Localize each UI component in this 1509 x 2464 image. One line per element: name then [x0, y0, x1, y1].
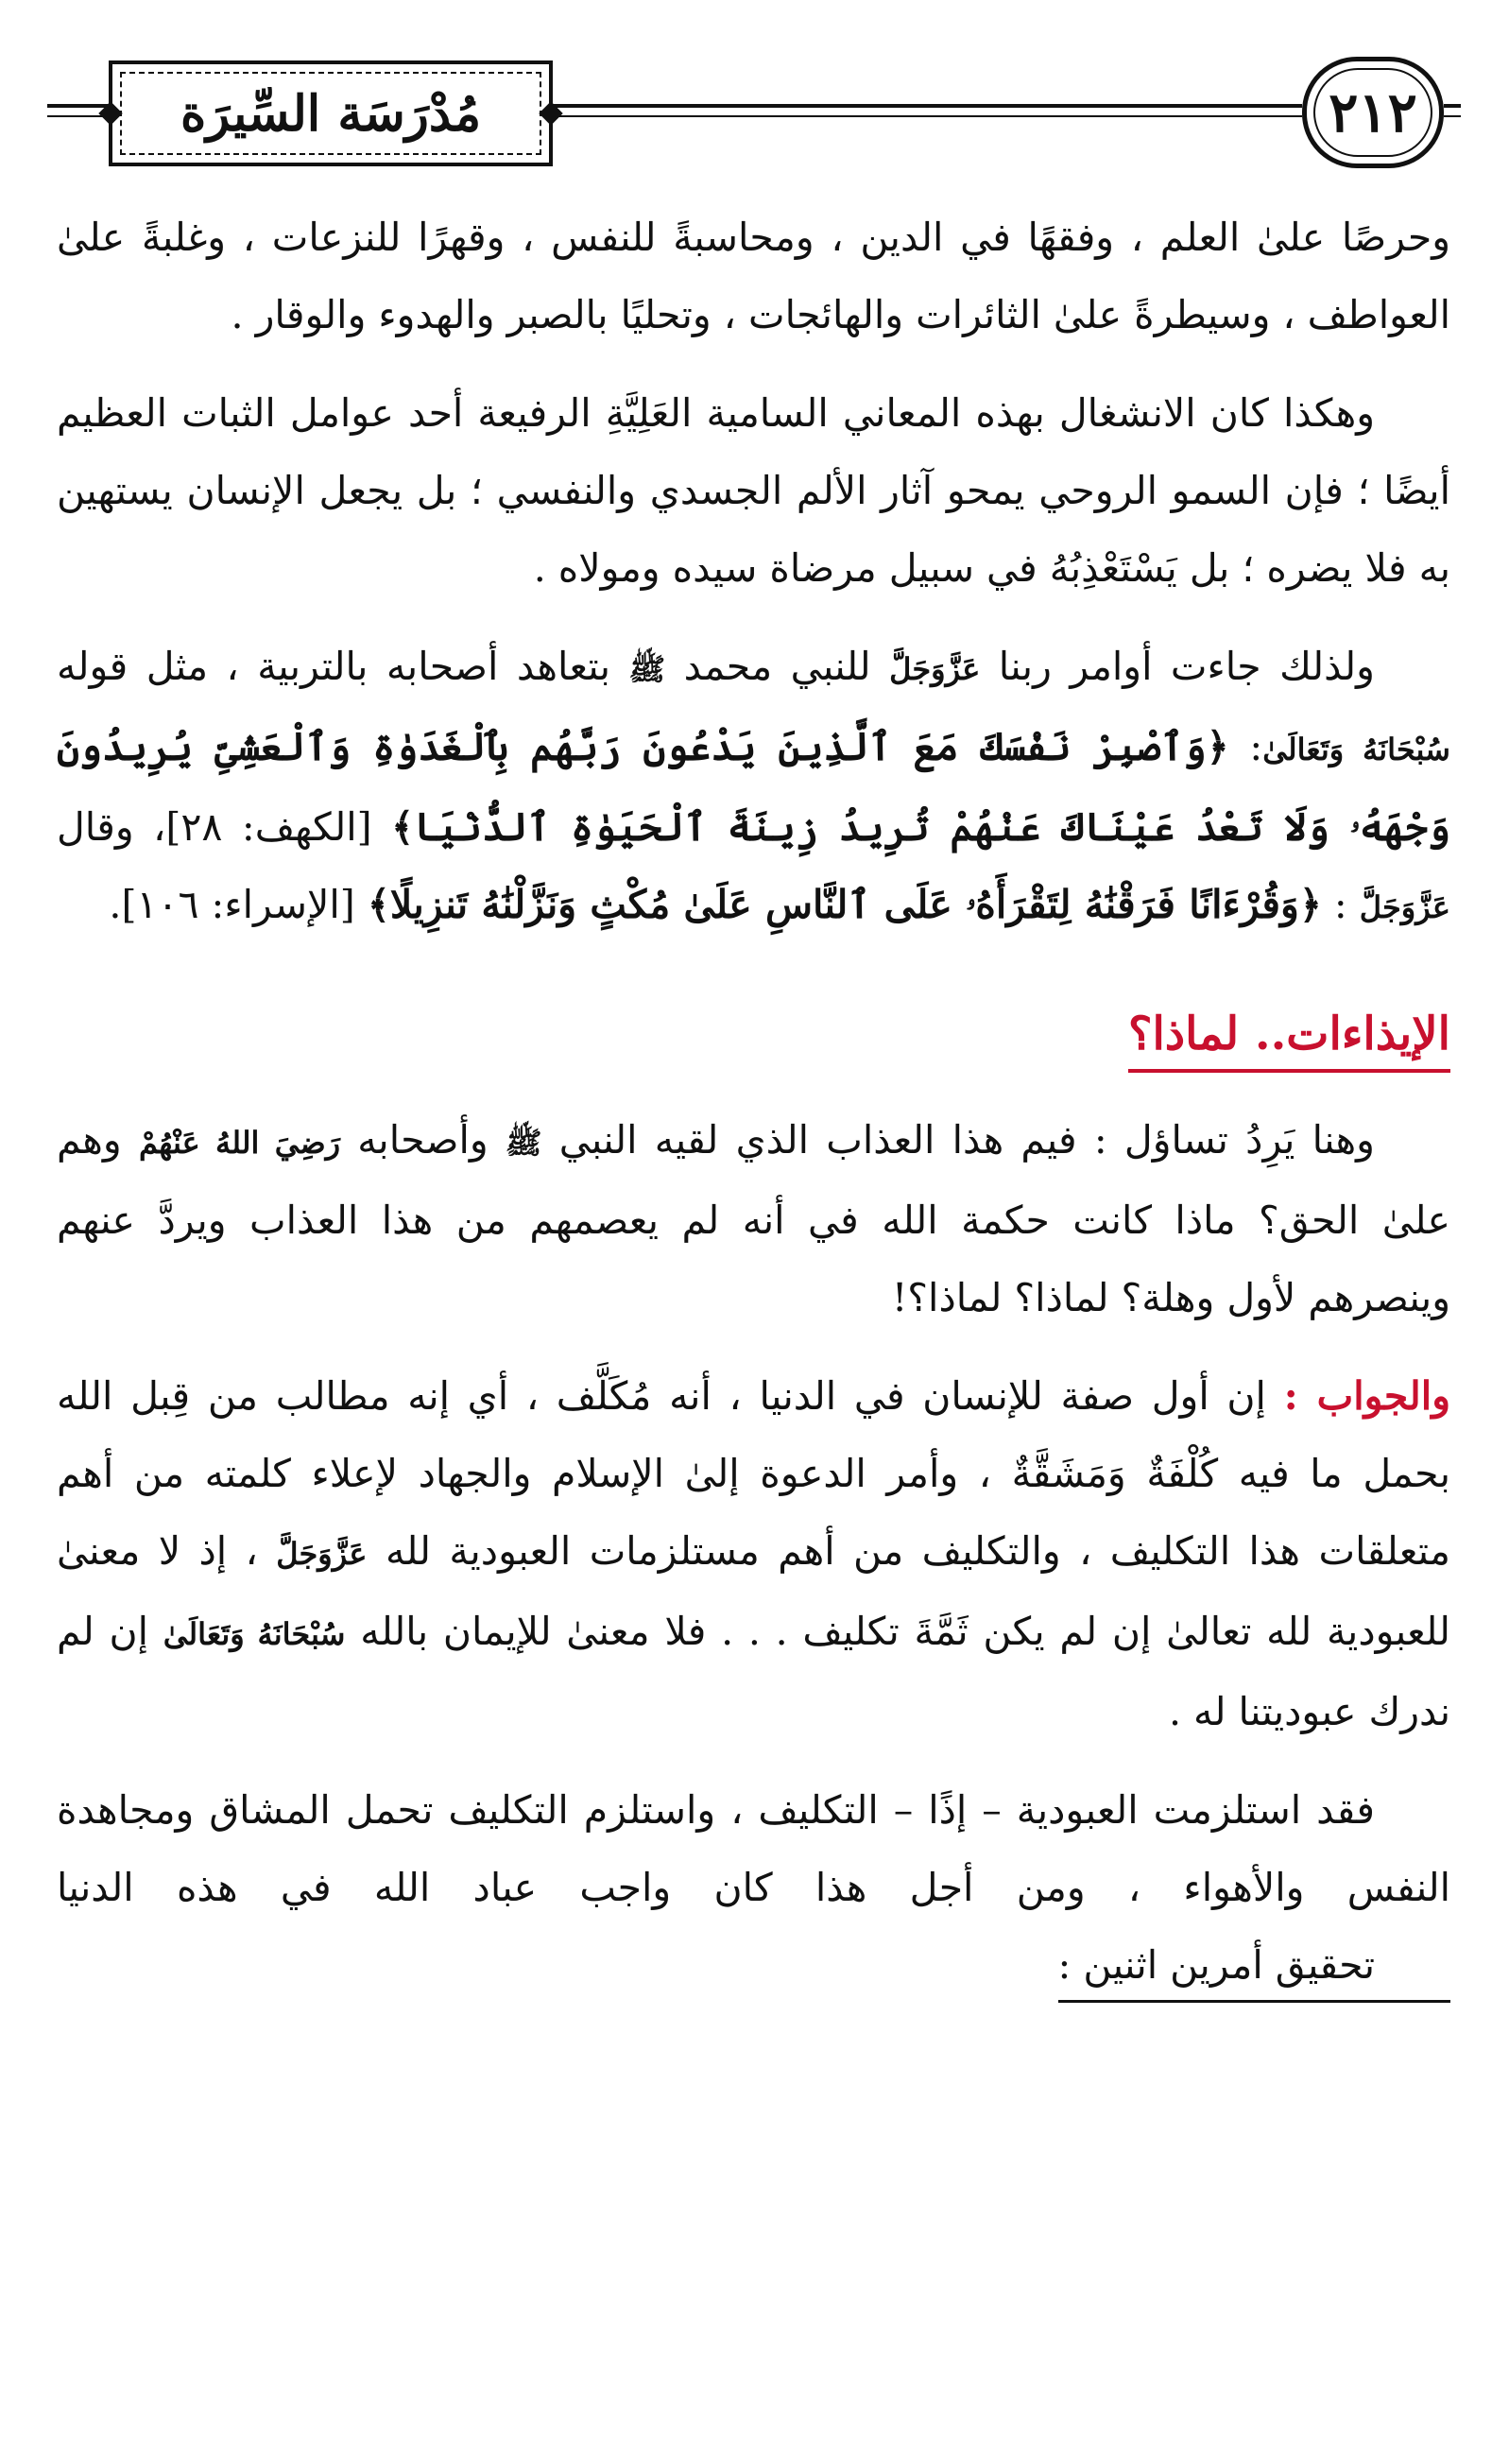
paragraph-2-text: وهكذا كان الانشغال بهذه المعاني السامية العَلِيَّةِ الرفيعة أحد عوامل الثبات العظيم أيضًا ؛ فإن السمو الروحي يمحو آثار الألم الجسدي والنفسي ؛ بل يجعل الإنسان يستهين به فلا يضره ؛ بل يَسْتَعْذِبُهُ في سبيل مرضاة سيده ومولاه .	[57, 390, 1450, 591]
page-body	[57, 198, 1450, 2013]
paragraph-3-text: :	[1249, 724, 1263, 769]
paragraph-3-text: ولذلك جاءت أوامر ربنا	[998, 644, 1375, 689]
header-rule-right-bottom	[1444, 115, 1461, 117]
header-rule-left-top	[47, 104, 109, 108]
paragraph-3-text: بتعاهد أصحابه بالتربية ، مثل قوله	[57, 644, 611, 689]
paragraph-5-text: ، إذ لا معنىٰ للعبودية لله تعالىٰ إن لم يكن ثَمَّةَ تكليف . . . فلا معنىٰ للإيمان بالله	[57, 1528, 1450, 1654]
book-title-frame	[109, 60, 553, 166]
page-number-badge	[1302, 57, 1444, 168]
paragraph-3-text: للنبي محمد	[683, 644, 871, 689]
header-rule-right-top	[1444, 104, 1461, 108]
honorific: سُبْحَانَهُ وَتَعَالَىٰ	[1262, 732, 1450, 767]
verse-reference: [الإسراء: ١٠٦].	[109, 882, 355, 927]
page-header	[47, 55, 1462, 178]
honorific: ﷺ	[628, 651, 666, 687]
paragraph-6-text: فقد استلزمت العبودية – إذًا – التكليف ، واستلزم التكليف تحمل المشاق ومجاهدة النفس والأهواء ، ومن أجل هذا كان واجب عباد الله في هذه الدنيا	[57, 1787, 1450, 1910]
paragraph-6	[57, 1771, 1450, 2004]
header-rule-bottom	[553, 115, 1302, 117]
honorific: رَضِيَ اللهُ عَنْهُمْ	[138, 1125, 341, 1161]
book-title: مُدْرَسَة السِّيرَة	[162, 85, 500, 143]
page-number: ٢١٢	[1329, 80, 1417, 145]
honorific: عَزَّوَجَلَّ	[889, 651, 981, 687]
honorific: عَزَّوَجَلَّ	[1359, 889, 1450, 925]
paragraph-5-text: إن لم ندرك عبوديتنا له .	[57, 1609, 1450, 1734]
verse-reference: [الكهف: ٢٨]، وقال	[57, 804, 372, 850]
paragraph-4-text: وأصحابه	[357, 1117, 489, 1163]
paragraph-2	[57, 374, 1450, 607]
quran-verse: ﴿وَقُرْءَانًا فَرَقْنَٰهُ لِتَقْرَأَهُۥ عَلَى ٱلنَّاسِ عَلَىٰ مُكْثٍ وَنَزَّلْنَٰهُ تَنزِيلًا﴾	[367, 882, 1322, 927]
paragraph-4-text: وهنا يَرِدُ تساؤل : فيم هذا العذاب الذي لقيه النبي	[558, 1117, 1375, 1163]
paragraph-1-text: وحرصًا علىٰ العلم ، وفقهًا في الدين ، ومحاسبةً للنفس ، وقهرًا للنزعات ، وغلبةً علىٰ العواطف ، وسيطرةً علىٰ الثائرات والهائجات ، وتحليًا بالصبر والهدوء والوقار .	[57, 215, 1450, 337]
honorific: عَزَّوَجَلَّ	[276, 1536, 368, 1572]
paragraph-3	[57, 628, 1450, 946]
paragraph-1	[57, 198, 1450, 353]
paragraph-6-last-line: تحقيق أمرين اثنين :	[1058, 1930, 1450, 2003]
honorific: سُبْحَانَهُ وَتَعَالَىٰ	[163, 1616, 346, 1652]
section-heading: الإيذاءات.. لماذا؟	[1128, 999, 1450, 1073]
paragraph-5	[57, 1357, 1450, 1750]
header-rule-left-bottom	[47, 115, 109, 117]
paragraph-5-text: إن أول صفة للإنسان في الدنيا ، أنه مُكَلَّف ، أي إنه مطالب من قِبل الله بحمل ما فيه كُلْفَةٌ وَمَشَقَّةٌ ، وأمر الدعوة إلىٰ الإسلام والجهاد لإعلاء كلمته من أهم متعلقات هذا التكليف ، والتكليف من أهم مستلزمات العبودية لله	[57, 1373, 1450, 1574]
paragraph-3-text: :	[1333, 882, 1347, 927]
quran-verse: ﴿وَٱصْبِرْ نَفْسَكَ مَعَ ٱلَّذِينَ يَدْعُونَ رَبَّهُم بِٱلْغَدَوٰةِ وَٱلْعَشِىِّ يُرِيدُونَ وَجْهَهُۥ وَلَا تَعْدُ عَيْنَاكَ عَنْهُمْ تُرِيدُ زِينَةَ ٱلْحَيَوٰةِ ٱلدُّنْيَا﴾	[57, 724, 1450, 850]
honorific: ﷺ	[505, 1125, 542, 1161]
header-rule-top	[553, 104, 1302, 108]
answer-label: والجواب :	[1283, 1373, 1450, 1419]
paragraph-4-text: وهم علىٰ الحق؟ ماذا كانت حكمة الله في أنه لم يعصمهم من هذا العذاب ويردَّ عنهم وينصرهم لأول وهلة؟ لماذا؟ لماذا؟!	[57, 1117, 1450, 1320]
paragraph-4	[57, 1101, 1450, 1336]
